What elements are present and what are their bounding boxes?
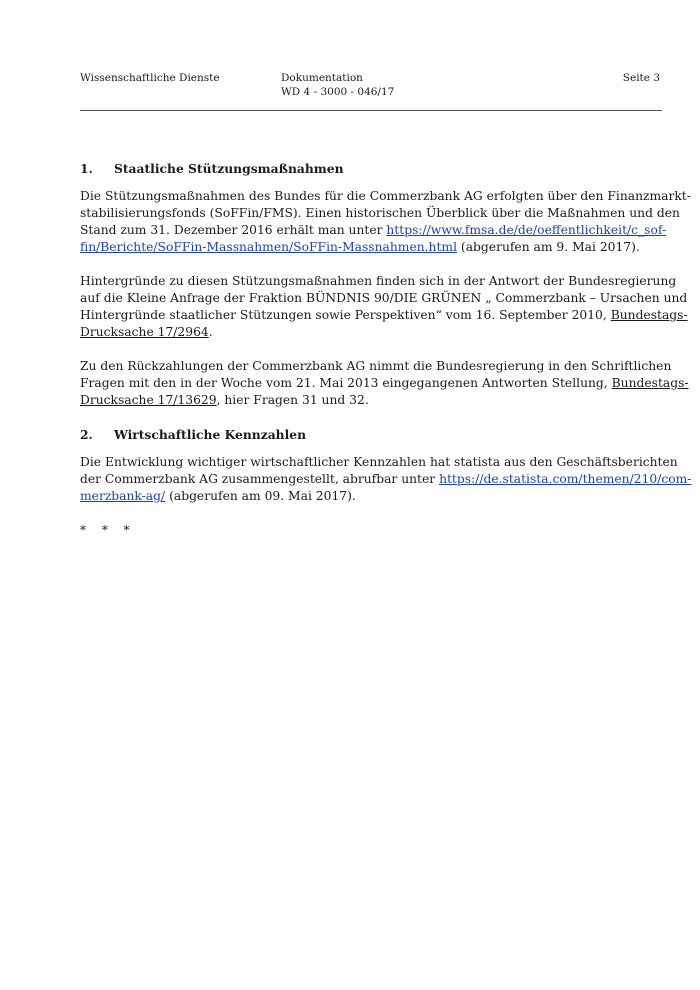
text-line: Die Stützungsmaßnahmen des Bundes für die Commerzbank AG erfolgten über den Finanzmarkt- bbox=[80, 189, 691, 203]
text-line: auf die Kleine Anfrage der Fraktion BÜNDNIS 90/DIE GRÜNEN „ Commerzbank – Ursachen und bbox=[80, 291, 688, 305]
section-2-heading bbox=[80, 426, 662, 443]
statista-link-part2[interactable]: merzbank-ag/ bbox=[80, 489, 166, 503]
drucksache-2964-link-part2[interactable]: Drucksache 17/2964 bbox=[80, 325, 209, 339]
fmsa-link-part1[interactable]: https://www.fmsa.de/de/oeffentlichkeit/c_sof- bbox=[386, 223, 667, 237]
header-divider bbox=[80, 110, 662, 111]
header-department: Wissenschaftliche Dienste bbox=[80, 72, 220, 84]
header-doc-number: WD 4 - 3000 - 046/17 bbox=[281, 86, 395, 98]
text-line bbox=[80, 222, 667, 239]
text-line bbox=[80, 488, 662, 505]
section-1-paragraph-3 bbox=[80, 358, 689, 409]
text-line bbox=[80, 471, 692, 488]
text-segment: Stand zum 31. Dezember 2016 erhält man unter bbox=[80, 223, 387, 237]
header-doc-info bbox=[281, 71, 394, 99]
text-line bbox=[80, 375, 689, 392]
text-line: Zu den Rückzahlungen der Commerzbank AG nimmt die Bundesregierung in den Schriftlichen bbox=[80, 359, 672, 373]
text-segment: (abgerufen am 09. Mai 2017). bbox=[165, 489, 356, 503]
section-2-number: 2. bbox=[80, 427, 93, 442]
section-1-paragraph-2 bbox=[80, 273, 688, 341]
header-doc-type: Dokumentation bbox=[281, 72, 363, 84]
drucksache-2964-link-part1[interactable]: Bundestags- bbox=[610, 308, 688, 322]
header-page-number: Seite 3 bbox=[622, 72, 660, 84]
section-1-number: 1. bbox=[80, 161, 93, 176]
document-body bbox=[80, 160, 692, 539]
text-line: Die Entwicklung wichtiger wirtschaftlicher Kennzahlen hat statista aus den Geschäftsberichten bbox=[80, 455, 678, 469]
text-segment: Fragen mit den in der Woche vom 21. Mai 2013 eingegangenen Antworten Stellung, bbox=[80, 376, 612, 390]
text-segment: , hier Fragen 31 und 32. bbox=[216, 393, 369, 407]
text-line: Hintergründe zu diesen Stützungsmaßnahmen finden sich in der Antwort der Bundesregierung bbox=[80, 274, 677, 288]
text-segment: (abgerufen am 9. Mai 2017). bbox=[457, 240, 640, 254]
closing-asterisks: * * * bbox=[80, 523, 136, 537]
text-line bbox=[80, 324, 662, 341]
fmsa-link-part2[interactable]: fin/Berichte/SoFFin-Massnahmen/SoFFin-Massnahmen.html bbox=[80, 240, 458, 254]
text-line: stabilisierungsfonds (SoFFin/FMS). Einen historischen Überblick über die Maßnahmen und den bbox=[80, 206, 680, 220]
statista-link-part1[interactable]: https://de.statista.com/themen/210/com- bbox=[439, 472, 692, 486]
text-segment: Hintergründe staatlicher Stützungen sowie Perspektiven“ vom 16. September 2010, bbox=[80, 308, 611, 322]
section-2-paragraph-1 bbox=[80, 454, 692, 505]
text-segment: . bbox=[208, 325, 213, 339]
section-1-title: Staatliche Stützungsmaßnahmen bbox=[114, 161, 344, 176]
drucksache-13629-link-part1[interactable]: Bundestags- bbox=[611, 376, 689, 390]
text-line bbox=[80, 239, 662, 256]
section-1-heading bbox=[80, 160, 662, 177]
text-line bbox=[80, 392, 662, 409]
text-line bbox=[80, 307, 688, 324]
drucksache-13629-link-part2[interactable]: Drucksache 17/13629 bbox=[80, 393, 217, 407]
section-1-paragraph-1 bbox=[80, 188, 691, 256]
text-segment: der Commerzbank AG zusammengestellt, abrufbar unter bbox=[80, 472, 440, 486]
section-2-title: Wirtschaftliche Kennzahlen bbox=[114, 427, 307, 442]
